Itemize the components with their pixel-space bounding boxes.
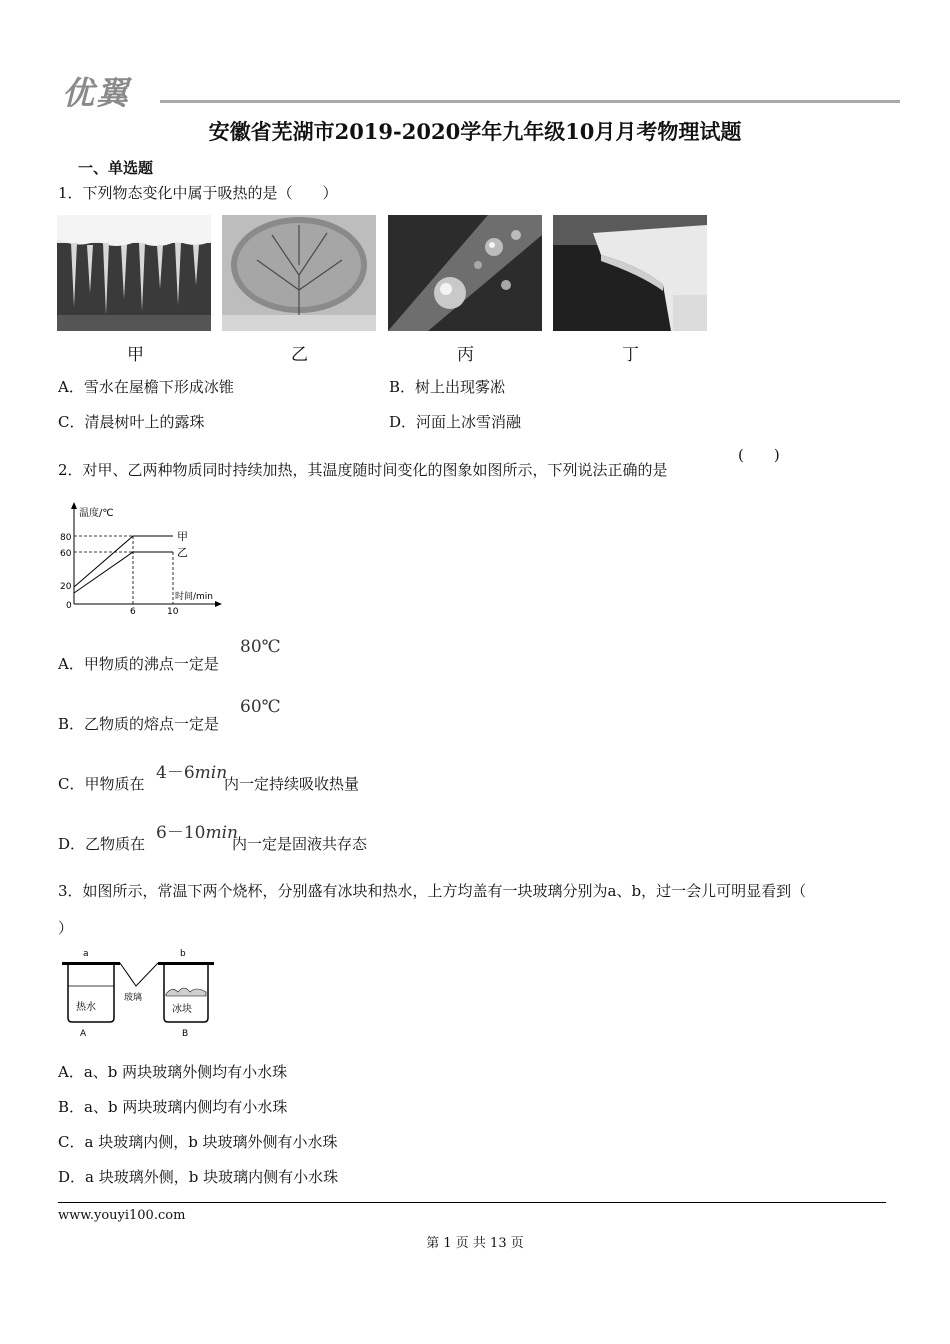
question-3-stem-end: ） (58, 919, 74, 937)
caption-bing: 丙 (457, 345, 474, 365)
q1-option-a[interactable]: A．雪水在屋檐下形成冰锥 (58, 378, 234, 396)
beaker-figure (58, 946, 218, 1040)
q3-option-a[interactable]: A．a、b 两块玻璃外侧均有小水珠 (58, 1063, 288, 1081)
caption-jia: 甲 (127, 345, 144, 365)
q2-option-d-math (156, 818, 238, 843)
photo-dew-leaf (388, 215, 542, 331)
ytick-20: 20 (60, 582, 72, 592)
q2-option-c-num: 4－6 (156, 763, 195, 783)
q3-option-b[interactable]: B．a、b 两块玻璃内侧均有小水珠 (58, 1098, 288, 1116)
graph-xlabel: 时间/min (175, 592, 214, 602)
series-jia-line (74, 536, 173, 587)
answer-paren: ( ) (738, 446, 780, 464)
q2-option-d-tail: 内一定是固液共存态 (232, 835, 368, 853)
brand-logo: 优翼 (62, 74, 131, 112)
xtick-6: 6 (130, 607, 136, 617)
q2-option-b-math: 60℃ (240, 697, 281, 717)
q1-option-d[interactable]: D．河面上冰雪消融 (389, 413, 522, 431)
series-jia-label: 甲 (177, 530, 188, 543)
label-a: a (83, 949, 89, 959)
label-hot-water: 热水 (76, 1002, 96, 1013)
q2-option-c-unit: min (194, 763, 228, 783)
q3-option-c[interactable]: C．a 块玻璃内侧，b 块玻璃外侧有小水珠 (58, 1133, 338, 1151)
ytick-80: 80 (60, 533, 72, 543)
q2-option-d-unit: min (205, 823, 238, 843)
q2-option-c-tail: 内一定持续吸收热量 (224, 775, 360, 793)
q2-option-d-num: 6－10 (156, 823, 206, 843)
caption-yi: 乙 (291, 345, 308, 365)
q1-option-c[interactable]: C．清晨树叶上的露珠 (58, 413, 205, 431)
footer-url[interactable]: www.youyi100.com (58, 1208, 186, 1223)
question-1-stem: 1．下列物态变化中属于吸热的是（ ） (58, 184, 338, 202)
q2-option-b[interactable]: B．乙物质的熔点一定是 (58, 715, 220, 733)
q2-option-d[interactable]: D．乙物质在 (58, 835, 146, 853)
series-yi-label: 乙 (177, 546, 188, 559)
section-heading: 一、单选题 (78, 159, 154, 177)
temperature-graph (58, 500, 228, 618)
label-glass: 玻璃 (124, 993, 143, 1003)
photo-melting-ice (553, 215, 707, 331)
question-3-stem: 3．如图所示，常温下两个烧杯，分别盛有冰块和热水，上方均盖有一块玻璃分别为a、b，过一会儿可明显看到（ (58, 882, 807, 900)
page-title: 安徽省芜湖市2019-2020学年九年级10月月考物理试题 (208, 119, 742, 144)
q2-option-c[interactable]: C．甲物质在 (58, 775, 145, 793)
xtick-10: 10 (167, 607, 179, 617)
photo-rime-tree (222, 215, 376, 331)
label-beaker-b: B (182, 1029, 189, 1039)
label-ice: 冰块 (172, 1004, 192, 1015)
q2-option-c-math (156, 758, 227, 783)
q3-option-d[interactable]: D．a 块玻璃外侧，b 块玻璃内侧有小水珠 (58, 1168, 339, 1186)
photo-icicles (57, 215, 211, 331)
series-yi-line (74, 552, 173, 593)
q2-option-a[interactable]: A．甲物质的沸点一定是 (58, 655, 219, 673)
page-indicator: 第 1 页 共 13 页 (426, 1236, 524, 1251)
header-rule (160, 100, 900, 103)
ytick-60: 60 (60, 549, 72, 559)
caption-ding: 丁 (622, 345, 639, 365)
q1-option-b[interactable]: B．树上出现雾凇 (389, 378, 506, 396)
graph-ylabel: 温度/℃ (79, 508, 114, 519)
question-2-stem: 2．对甲、乙两种物质同时持续加热，其温度随时间变化的图象如图所示，下列说法正确的是 (58, 461, 668, 479)
ytick-0: 0 (66, 601, 72, 611)
q2-option-a-math: 80℃ (240, 637, 281, 657)
label-b: b (180, 949, 186, 959)
label-beaker-a: A (80, 1029, 87, 1039)
footer-rule (58, 1202, 886, 1203)
